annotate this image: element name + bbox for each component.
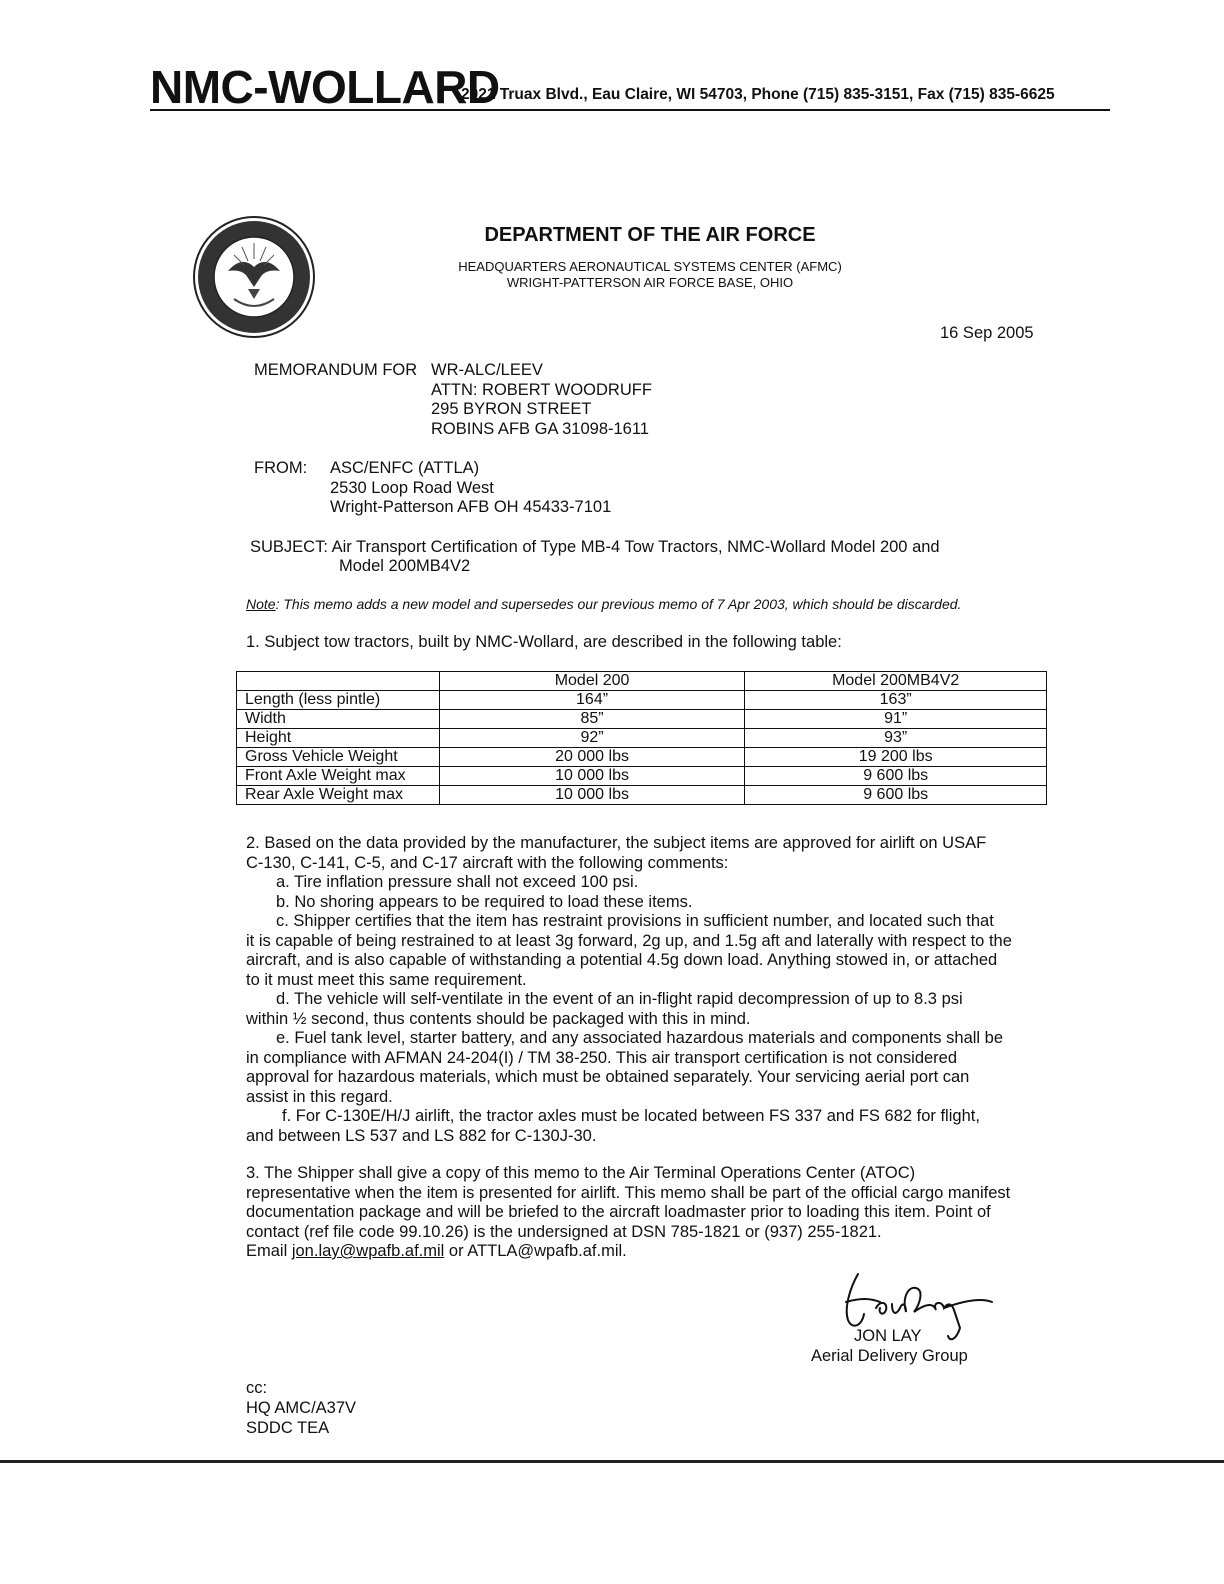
table-cell: 91” [745,710,1047,729]
table-cell: 92” [439,729,745,748]
email-line [246,1242,1046,1262]
memo-date: 16 Sep 2005 [940,324,1034,342]
memo-for-address [431,361,652,439]
table-cell: 20 000 lbs [439,748,745,767]
paragraph-line: representative when the item is presented for airlift. This memo shall be part of the official cargo manifest [246,1183,1011,1202]
paragraph-line: 3. The Shipper shall give a copy of this memo to the Air Terminal Operations Center (ATOC) [246,1164,916,1182]
footer-divider [0,1460,1224,1463]
table-cell: Height [237,729,440,748]
paragraph-1: 1. Subject tow tractors, built by NMC-Wollard, are described in the following table: [246,633,842,651]
table-header-cell: Model 200 [439,672,745,691]
cc-recipient: SDDC TEA [246,1419,330,1437]
table-cell: 9 600 lbs [745,786,1047,805]
table-row [237,748,1047,767]
subject-line-continued: Model 200MB4V2 [339,557,471,575]
table-cell: Rear Axle Weight max [237,786,440,805]
item-c-line: c. Shipper certifies that the item has restraint provisions in sufficient number, and located such that [276,912,994,930]
item-e-line: approval for hazardous materials, which must be obtained separately. Your servicing aerial port can [246,1068,970,1086]
paragraph-line: contact (ref file code 99.10.26) is the undersigned at DSN 785-1821 or (937) 255-1821. [246,1222,882,1241]
email-prefix: Email [246,1242,292,1260]
table-cell: Front Axle Weight max [237,767,440,786]
email-link[interactable]: jon.lay@wpafb.af.mil [291,1242,445,1260]
table-row [237,710,1047,729]
item-e-line: in compliance with AFMAN 24-204(I) / TM 38-250. This air transport certification is not considered [246,1048,958,1067]
memo-for-label: MEMORANDUM FOR [254,361,418,379]
item-b: b. No shoring appears to be required to load these items. [276,892,693,911]
item-f-line: and between LS 537 and LS 882 for C-130J-30. [246,1126,597,1145]
paragraph-line: 2. Based on the data provided by the manufacturer, the subject items are approved for airlift on USAF [246,834,987,852]
table-header-cell [237,672,440,691]
table-cell: Gross Vehicle Weight [237,748,440,767]
subject-line: SUBJECT: Air Transport Certification of Type MB-4 Tow Tractors, NMC-Wollard Model 200 and [250,538,940,556]
table-cell: 10 000 lbs [439,767,745,786]
address-line: ASC/ENFC (ATTLA) [330,459,480,477]
table-cell: 10 000 lbs [439,786,745,805]
item-e-line: e. Fuel tank level, starter battery, and any associated hazardous materials and components shall be [276,1029,1004,1047]
from-address [330,459,611,518]
item-a: a. Tire inflation pressure shall not exceed 100 psi. [276,873,639,891]
address-line: 2530 Loop Road West [330,478,494,497]
item-c-line: it is capable of being restrained to at least 3g forward, 2g up, and 1.5g aft and laterally with respect to the [246,931,1012,950]
item-f-line: f. For C-130E/H/J airlift, the tractor axles must be located between FS 337 and FS 682 for flight, [282,1107,980,1125]
item-c-line: aircraft, and is also capable of withstanding a potential 4.5g down load. Anything stowed in, or attached [246,951,998,969]
table-header-cell: Model 200MB4V2 [745,672,1047,691]
address-line: WR-ALC/LEEV [431,361,543,379]
letterhead-divider [150,109,1110,111]
table-cell: 19 200 lbs [745,748,1047,767]
table-row [237,767,1047,786]
address-line: ATTN: ROBERT WOODRUFF [431,380,652,399]
signer-name: JON LAY [854,1327,922,1345]
cc-label: cc: [246,1379,268,1397]
dod-seal-icon [192,215,316,339]
table-cell: 93” [745,729,1047,748]
table-cell: Length (less pintle) [237,691,440,710]
item-d-line: d. The vehicle will self-ventilate in the event of an in-flight rapid decompression of up to 8.3 psi [276,990,963,1008]
paragraph-3 [246,1164,1046,1262]
company-address: 2021 Truax Blvd., Eau Claire, WI 54703, Phone (715) 835-3151, Fax (715) 835-6625 [461,86,1055,103]
note [246,596,961,612]
signer-group: Aerial Delivery Group [811,1347,968,1365]
table-header-row [237,672,1047,691]
item-e-line: assist in this regard. [246,1087,393,1106]
table-row [237,786,1047,805]
company-name: NMC-WOLLARD [150,61,500,113]
cc-block [246,1378,356,1438]
spec-table [236,671,1047,805]
table-cell: 163” [745,691,1047,710]
table-cell: 164” [439,691,745,710]
paragraph-line: C-130, C-141, C-5, and C-17 aircraft with the following comments: [246,853,729,872]
item-d-line: within ½ second, thus contents should be packaged with this in mind. [246,1009,751,1028]
address-line: 295 BYRON STREET [431,400,592,418]
department-title: DEPARTMENT OF THE AIR FORCE [484,224,816,246]
item-c-line: to it must meet this same requirement. [246,970,527,989]
table-cell: 85” [439,710,745,729]
address-line: ROBINS AFB GA 31098-1611 [431,419,649,438]
table-cell: Width [237,710,440,729]
table-row [237,691,1047,710]
paragraph-2 [246,834,1046,1146]
hq-line: HEADQUARTERS AERONAUTICAL SYSTEMS CENTER (AFMC) [458,259,842,274]
note-label: Note [246,596,276,612]
table-cell: 9 600 lbs [745,767,1047,786]
note-text: : This memo adds a new model and supersedes our previous memo of 7 Apr 2003, which should be discarded. [275,596,962,612]
from-label: FROM: [254,459,308,477]
table-row [237,729,1047,748]
paragraph-line: documentation package and will be briefed to the aircraft loadmaster prior to loading this item. Point of [246,1203,991,1221]
cc-recipient: HQ AMC/A37V [246,1399,357,1417]
base-line: WRIGHT-PATTERSON AIR FORCE BASE, OHIO [506,275,794,290]
email-suffix: or ATTLA@wpafb.af.mil. [444,1242,627,1260]
address-line: Wright-Patterson AFB OH 45433-7101 [330,498,612,516]
